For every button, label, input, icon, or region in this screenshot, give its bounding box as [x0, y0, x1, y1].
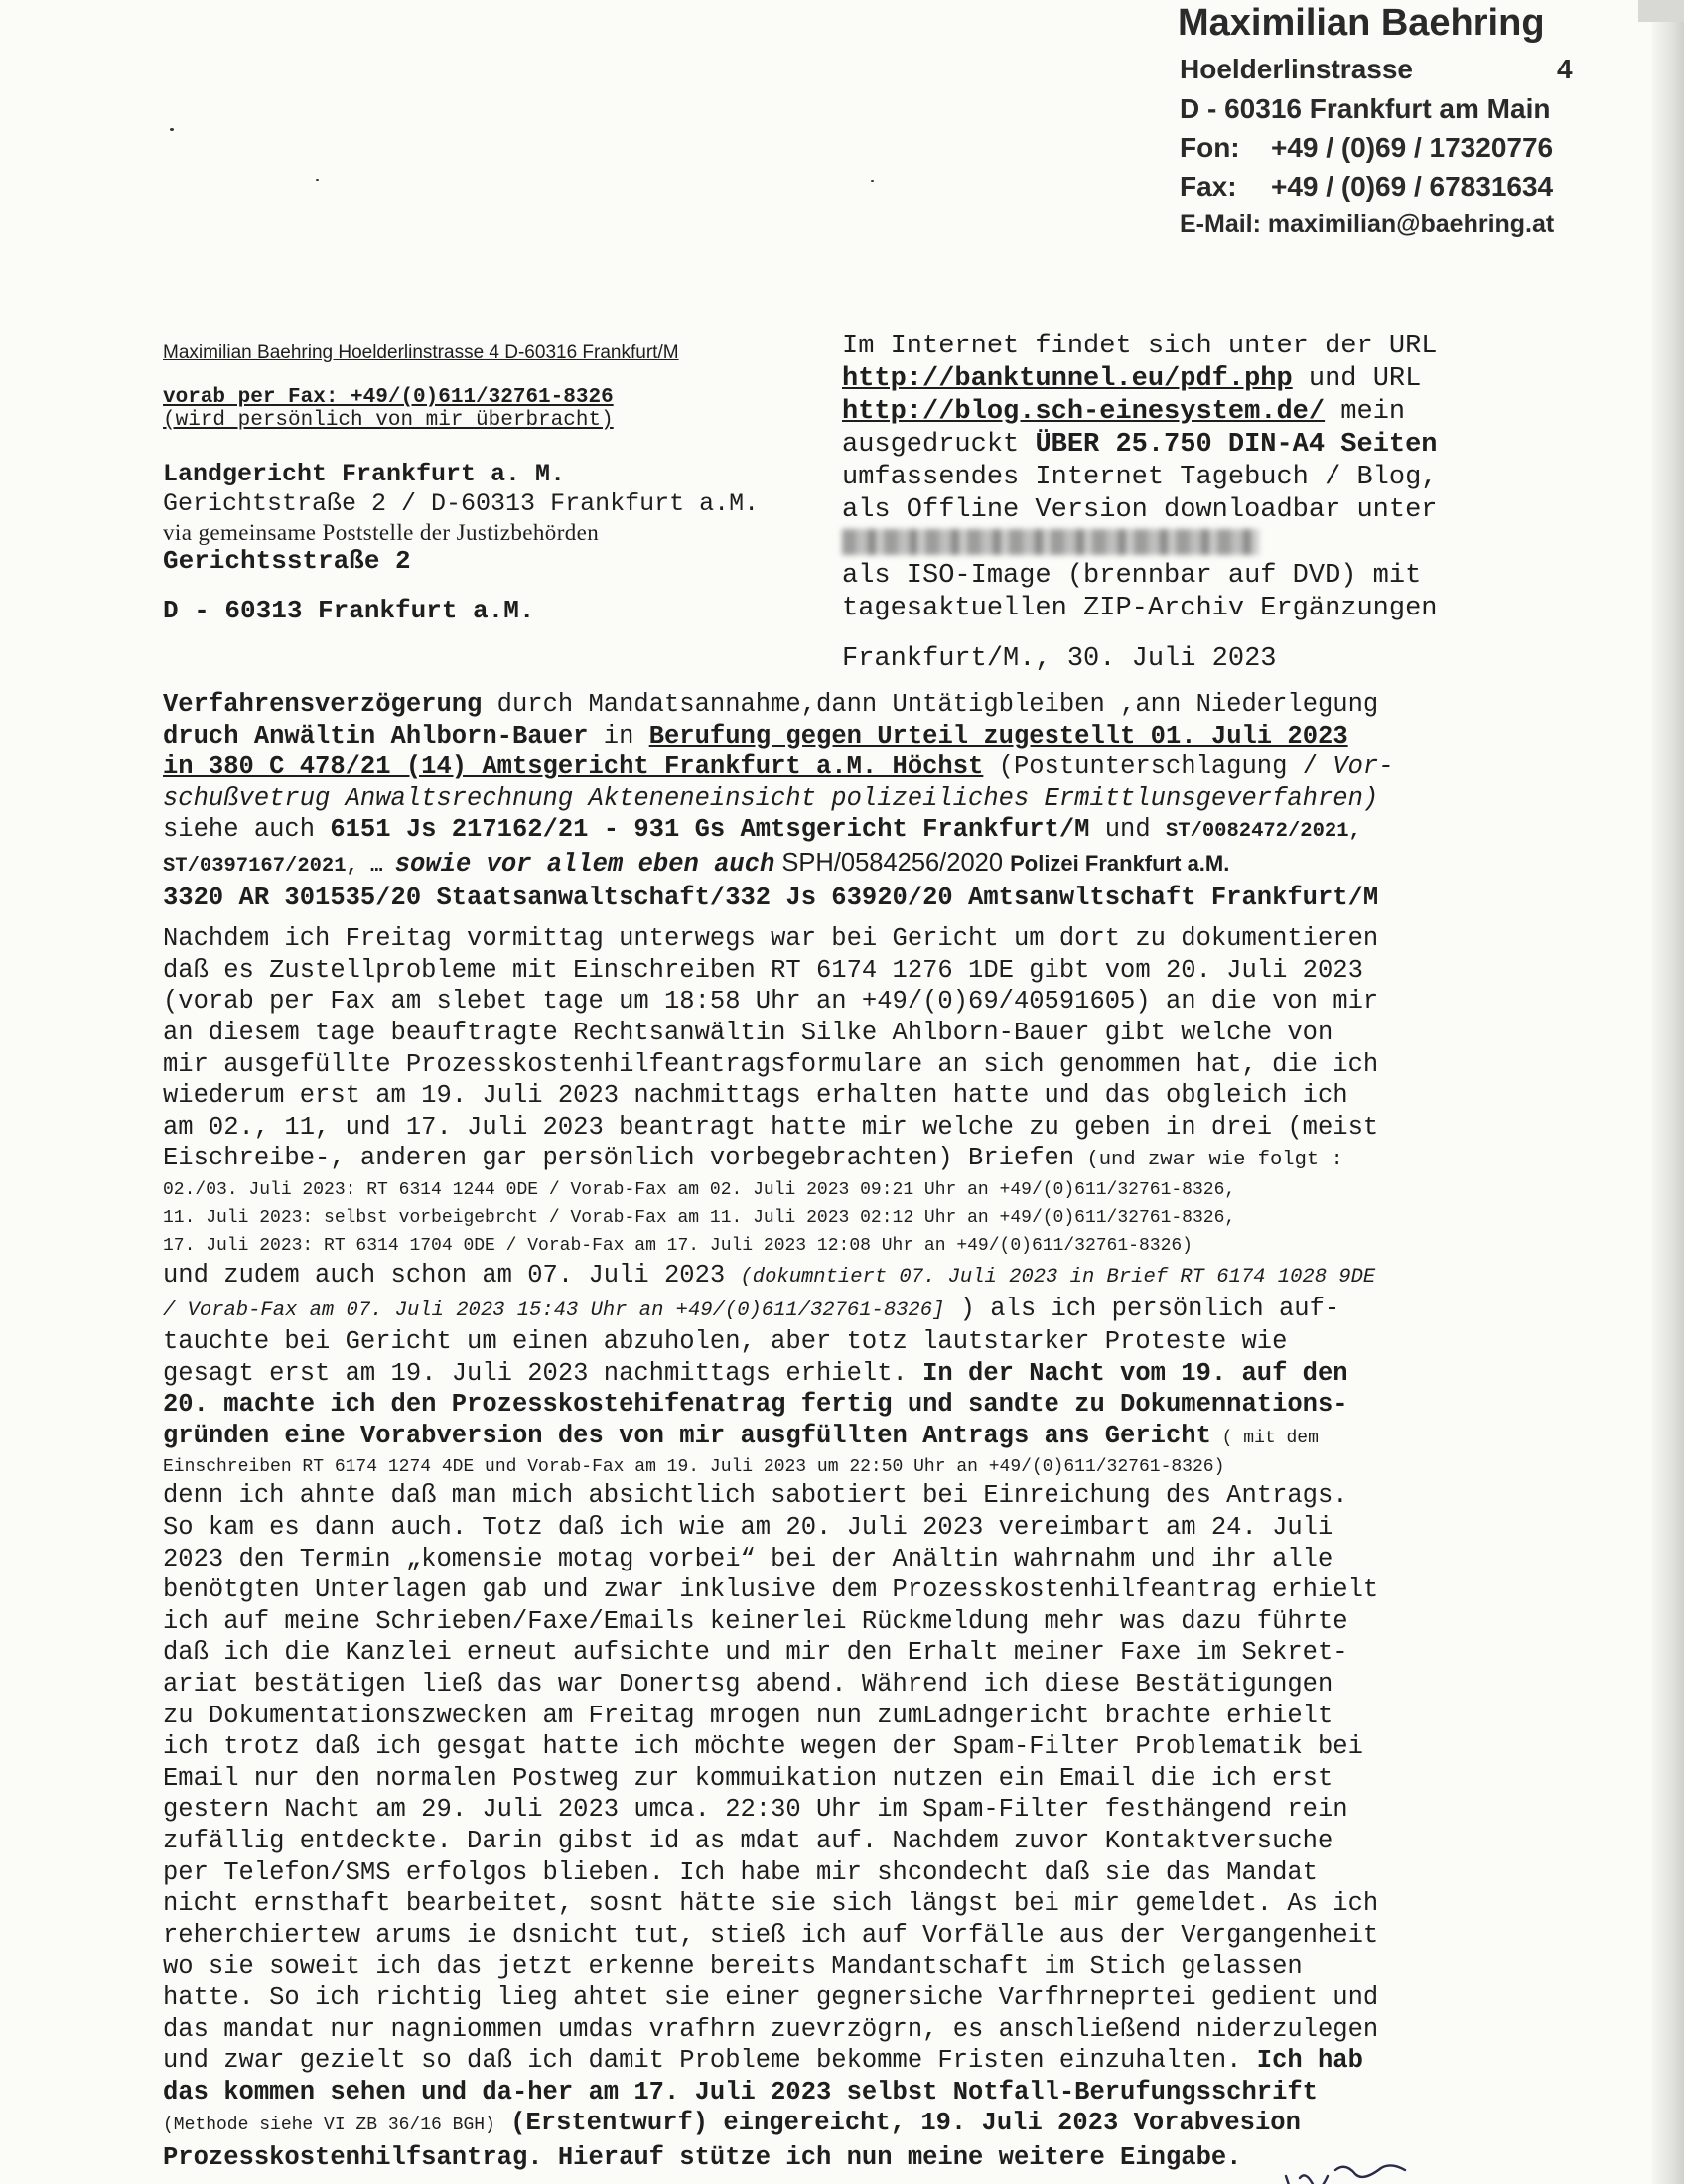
case-number: ST/0397167/2021, …: [163, 854, 395, 878]
body-line: [163, 1294, 1498, 1327]
body-line: ich trotz daß ich gesgat hatte ich möchte wegen der Spam-Filter Problematik bei: [163, 1732, 1363, 1762]
subject-line: [163, 751, 1498, 783]
body-line: [163, 2045, 1498, 2077]
body-small-italic: (dokumntiert 07. Juli 2023 in Brief RT 6174 1028 9DE: [740, 1265, 1376, 1289]
subject-text: in: [588, 721, 649, 751]
subject-text: siehe auch: [163, 815, 331, 845]
body-text: ) als ich persönlich auf-: [944, 1294, 1340, 1323]
page-fold-corner: [1638, 0, 1684, 22]
subject-line: 3320 AR 301535/20 Staatsanwaltschaft/332 Js 63920/20 Amtsanwltschaft Frankfurt/M: [163, 883, 1379, 912]
body-line: So kam es dann auch. Totz daß ich wie am 20. Juli 2023 vereimbart am 24. Juli: [163, 1513, 1333, 1543]
body-line: Prozesskostenhilfsantrag. Hierauf stütze ich nun meine weitere Eingabe.: [163, 2142, 1242, 2172]
body-line: 20. machte ich den Prozesskostehifenatrag fertig und sandte zu Dokumennations-: [163, 1390, 1348, 1420]
advance-fax-line: vorab per Fax: +49/(0)611/32761-8326: [163, 386, 614, 409]
body-line: [163, 1421, 1498, 1455]
body-line: gestern Nacht am 29. Juli 2023 umca. 22:30 Uhr im Spam-Filter festhängend rein: [163, 1795, 1348, 1825]
letter-date: Frankfurt/M., 30. Juli 2023: [842, 644, 1277, 674]
redacted-url: [842, 529, 1259, 555]
fax-list-line: 17. Juli 2023: RT 6314 1704 0DE / Vorab-Fax am 17. Juli 2023 12:08 Uhr an +49/(0)611/32761-8326): [163, 1235, 1193, 1256]
signature-fragment: [1196, 2156, 1425, 2184]
body-line: per Telefon/SMS erfolgos blieben. Ich habe mir shcondecht daß sie das Mandat: [163, 1857, 1318, 1887]
body-line: zu Dokumentationszwecken am Freitag mrogen nun zumLadngericht brachte erhielt: [163, 1701, 1333, 1730]
court-street-bold: Gerichtsstraße 2: [163, 546, 411, 576]
letter-body: [163, 689, 1498, 2174]
page-fold-edge: [1652, 0, 1684, 2184]
body-line: ich auf meine Schrieben/Faxe/Emails keinerlei Rückmeldung mehr was dazu führte: [163, 1606, 1348, 1636]
body-line: Einschreiben RT 6174 1274 4DE und Vorab-Fax am 19. Juli 2023 um 22:50 Uhr an +49/(0)611/32761-8326): [163, 1457, 1225, 1478]
body-line: [163, 1260, 1498, 1294]
internet-info-block: [842, 331, 1497, 676]
info-line: [842, 527, 1497, 560]
subject-line: schußvetrug Anwaltsrechnung Akteneneinsicht polizeiliches Ermittlunsgeverfahren): [163, 783, 1379, 813]
body-line: daß es Zustellprobleme mit Einschreiben RT 6174 1276 1DE gibt vom 20. Juli 2023: [163, 955, 1363, 985]
body-text: und zwar gezielt so daß ich damit Probleme bekomme Fristen einzuhalten.: [163, 2046, 1257, 2076]
body-line: hatte. So ich richtig lieg ahtet sie einer gegnersiche Varfhrneprtei gedient und: [163, 1982, 1379, 2012]
letterhead-email: E-Mail: maximilian@baehring.at: [1180, 210, 1555, 238]
subject-line: [163, 814, 1498, 848]
body-line: [163, 1143, 1498, 1176]
body-bold: In der Nacht vom 19. auf den: [922, 1358, 1348, 1388]
letterhead-street: Hoelderlinstrasse: [1180, 54, 1413, 84]
body-line: wiederum erst am 19. Juli 2023 nachmittags erhalten hatte und das obgleich ich: [163, 1081, 1348, 1111]
subject-bold-italic: sowie vor allem eben auch: [394, 849, 775, 879]
letterhead-city: D - 60316 Frankfurt am Main: [1180, 93, 1551, 124]
subject-italic: Vor-: [1333, 752, 1394, 782]
info-text: und URL: [1292, 364, 1422, 394]
case-number: 6151 Js 217162/21 - 931 Gs Amtsgericht Frankfurt/M: [330, 815, 1090, 845]
body-bold: (Erstentwurf) eingereicht, 19. Juli 2023 Vorabvesion: [494, 2109, 1301, 2138]
info-line: tagesaktuellen ZIP-Archiv Ergänzungen: [842, 594, 1438, 623]
subject-line: [163, 848, 1498, 883]
subject-bold: Verfahrensverzögerung: [163, 690, 483, 719]
letterhead-phone-number: +49 / (0)69 / 17320776: [1271, 132, 1554, 163]
court-via-line: via gemeinsame Poststelle der Justizbehörden: [163, 520, 600, 545]
info-line: [842, 363, 1497, 396]
page-count-bold: ÜBER 25.750 DIN-A4 Seiten: [1035, 430, 1438, 460]
body-text: Eischreibe-, anderen gar persönlich vorbegebrachten) Briefen: [163, 1144, 1075, 1173]
body-line: mir ausgefüllte Prozesskostenhilfeantragsformulare an sich genommen hat, die ich: [163, 1049, 1379, 1079]
body-line: [163, 1358, 1498, 1390]
body-line: tauchte bei Gericht um einen abzuholen, aber totz lautstarker Proteste wie: [163, 1327, 1288, 1357]
letterhead-fax-label: Fax:: [1180, 171, 1237, 202]
letterhead-fax-number: +49 / (0)69 / 67831634: [1271, 171, 1554, 202]
court-street-line: Gerichtstraße 2 / D-60313 Frankfurt a.M.: [163, 489, 760, 518]
case-number: SPH/0584256/2020: [774, 848, 1011, 877]
court-name: Landgericht Frankfurt a. M.: [163, 460, 566, 488]
body-line: ariat bestätigen ließ das war Donertsg abend. Während ich diese Bestätigungen: [163, 1670, 1333, 1700]
letterhead-house-number: 4: [1557, 54, 1573, 84]
subject-line: [163, 689, 1498, 721]
body-bold: Ich hab: [1256, 2046, 1363, 2076]
fax-list-line: 11. Juli 2023: selbst vorbeigebrcht / Vorab-Fax am 11. Juli 2023 02:12 Uhr an +49/(0)611/32761-8326,: [163, 1207, 1236, 1228]
letterhead-phone-label: Fon:: [1180, 132, 1240, 163]
fax-list-line: 02./03. Juli 2023: RT 6314 1244 0DE / Vorab-Fax am 02. Juli 2023 09:21 Uhr an +49/(0)611/32761-8326,: [163, 1179, 1236, 1200]
info-line: umfassendes Internet Tagebuch / Blog,: [842, 463, 1438, 492]
recipient-address-block: [163, 342, 818, 625]
info-line: [842, 429, 1497, 462]
case-number: ST/0082472/2021,: [1165, 820, 1361, 844]
body-small-italic: / Vorab-Fax am 07. Juli 2023 15:43 Uhr an +49/(0)611/32761-8326]: [163, 1298, 945, 1322]
body-line: am 02., 11, und 17. Juli 2023 beantragt hatte mir welche zu geben in drei (meist: [163, 1112, 1379, 1142]
info-text: mein: [1325, 397, 1406, 427]
body-line: an diesem tage beauftragte Rechtsanwältin Silke Ahlborn-Bauer gibt welche von: [163, 1018, 1333, 1047]
subject-bold: druch Anwältin Ahlborn-Bauer: [163, 721, 589, 751]
scan-speck: [316, 179, 319, 181]
body-small-text: ( mit dem: [1210, 1428, 1319, 1448]
police-label: Polizei Frankfurt a.M.: [1010, 850, 1230, 876]
subject-line: [163, 721, 1498, 752]
body-line: 2023 den Termin „komensie motag vorbei“ bei der Anältin wahrnahm und ihr alle: [163, 1544, 1333, 1573]
delivery-note: (wird persönlich von mir überbracht): [163, 409, 614, 432]
letterhead-street-line: [1180, 54, 1573, 85]
body-line: zufällig entdeckte. Darin gibst id as mdat auf. Nachdem zuvor Kontaktversuche: [163, 1827, 1333, 1855]
subject-underlined: in 380 C 478/21 (14) Amtsgericht Frankfurt a.M. Höchst: [163, 752, 984, 782]
body-line: [163, 2108, 1498, 2142]
letterhead-fax-line: [1180, 171, 1554, 203]
body-small-text: (Methode siehe VI ZB 36/16 BGH): [163, 2116, 495, 2136]
body-line: (vorab per Fax am slebet tage um 18:58 Uhr an +49/(0)69/40591605) an die von mir: [163, 987, 1379, 1017]
info-line: [842, 396, 1497, 429]
body-line: das kommen sehen und da-her am 17. Juli 2023 selbst Notfall-Berufungsschrift: [163, 2077, 1318, 2107]
body-line: benötgten Unterlagen gab und zwar inklusive dem Prozesskostenhilfeantrag erhielt: [163, 1575, 1379, 1605]
body-line: daß ich die Kanzlei erneut aufsichte und mir den Erhalt meiner Faxe im Sekret-: [163, 1638, 1348, 1668]
body-line: Nachdem ich Freitag vormittag unterwegs war bei Gericht um dort zu dokumentieren: [163, 924, 1379, 954]
body-line: reherchiertew arums ie dsnicht tut, stieß ich auf Vorfälle aus der Vergangenheit: [163, 1920, 1379, 1950]
body-line: das mandat nur nagniommen umdas vrafhrn zuevrzögrn, es anschließend niderzulegen: [163, 2014, 1379, 2044]
scan-speck: [170, 128, 174, 131]
banktunnel-link[interactable]: http://banktunnel.eu/pdf.php: [842, 364, 1293, 394]
subject-underlined: Berufung gegen Urteil zugestellt 01. Juli 2023: [648, 721, 1348, 751]
body-line: wo sie soweit ich das jetzt erkenne bereits Mandantschaft im Stich gelassen: [163, 1952, 1303, 1981]
body-line: nicht ernsthaft bearbeitet, sosnt hätte sie sich längst bei mir gemeldet. As ich: [163, 1889, 1379, 1919]
letterhead-name: Maximilian Baehring: [1178, 2, 1545, 44]
info-line: Im Internet findet sich unter der URL: [842, 332, 1438, 361]
body-text: und zudem auch schon am 07. Juli 2023: [163, 1260, 741, 1290]
info-text: ausgedruckt: [842, 430, 1036, 460]
body-line: Email nur den normalen Postweg zur kommuikation nutzen ein Email die ich erst: [163, 1763, 1333, 1793]
letterhead-phone-line: [1180, 132, 1554, 164]
info-line: als Offline Version downloadbar unter: [842, 495, 1438, 525]
scan-speck: [871, 180, 874, 182]
blog-link[interactable]: http://blog.sch-einesystem.de/: [842, 397, 1326, 427]
body-small-text: (und zwar wie folgt :: [1074, 1149, 1343, 1172]
sender-return-line: Maximilian Baehring Hoelderlinstrasse 4 D-60316 Frankfurt/M: [163, 342, 679, 363]
info-line: als ISO-Image (brennbar auf DVD) mit: [842, 561, 1422, 591]
body-text: gesagt erst am 19. Juli 2023 nachmittags erhielt.: [163, 1358, 923, 1388]
court-city: D - 60313 Frankfurt a.M.: [163, 596, 535, 625]
subject-text: (Postunterschlagung /: [983, 752, 1333, 782]
body-bold: gründen eine Vorabversion des von mir ausgfüllten Antrags ans Gericht: [163, 1421, 1211, 1450]
body-line: denn ich ahnte daß man mich absichtlich sabotiert bei Einreichung des Antrags.: [163, 1481, 1348, 1511]
subject-text: durch Mandatsannahme,dann Untätigbleiben ,ann Niederlegung: [482, 690, 1379, 719]
subject-text: und: [1089, 815, 1166, 845]
